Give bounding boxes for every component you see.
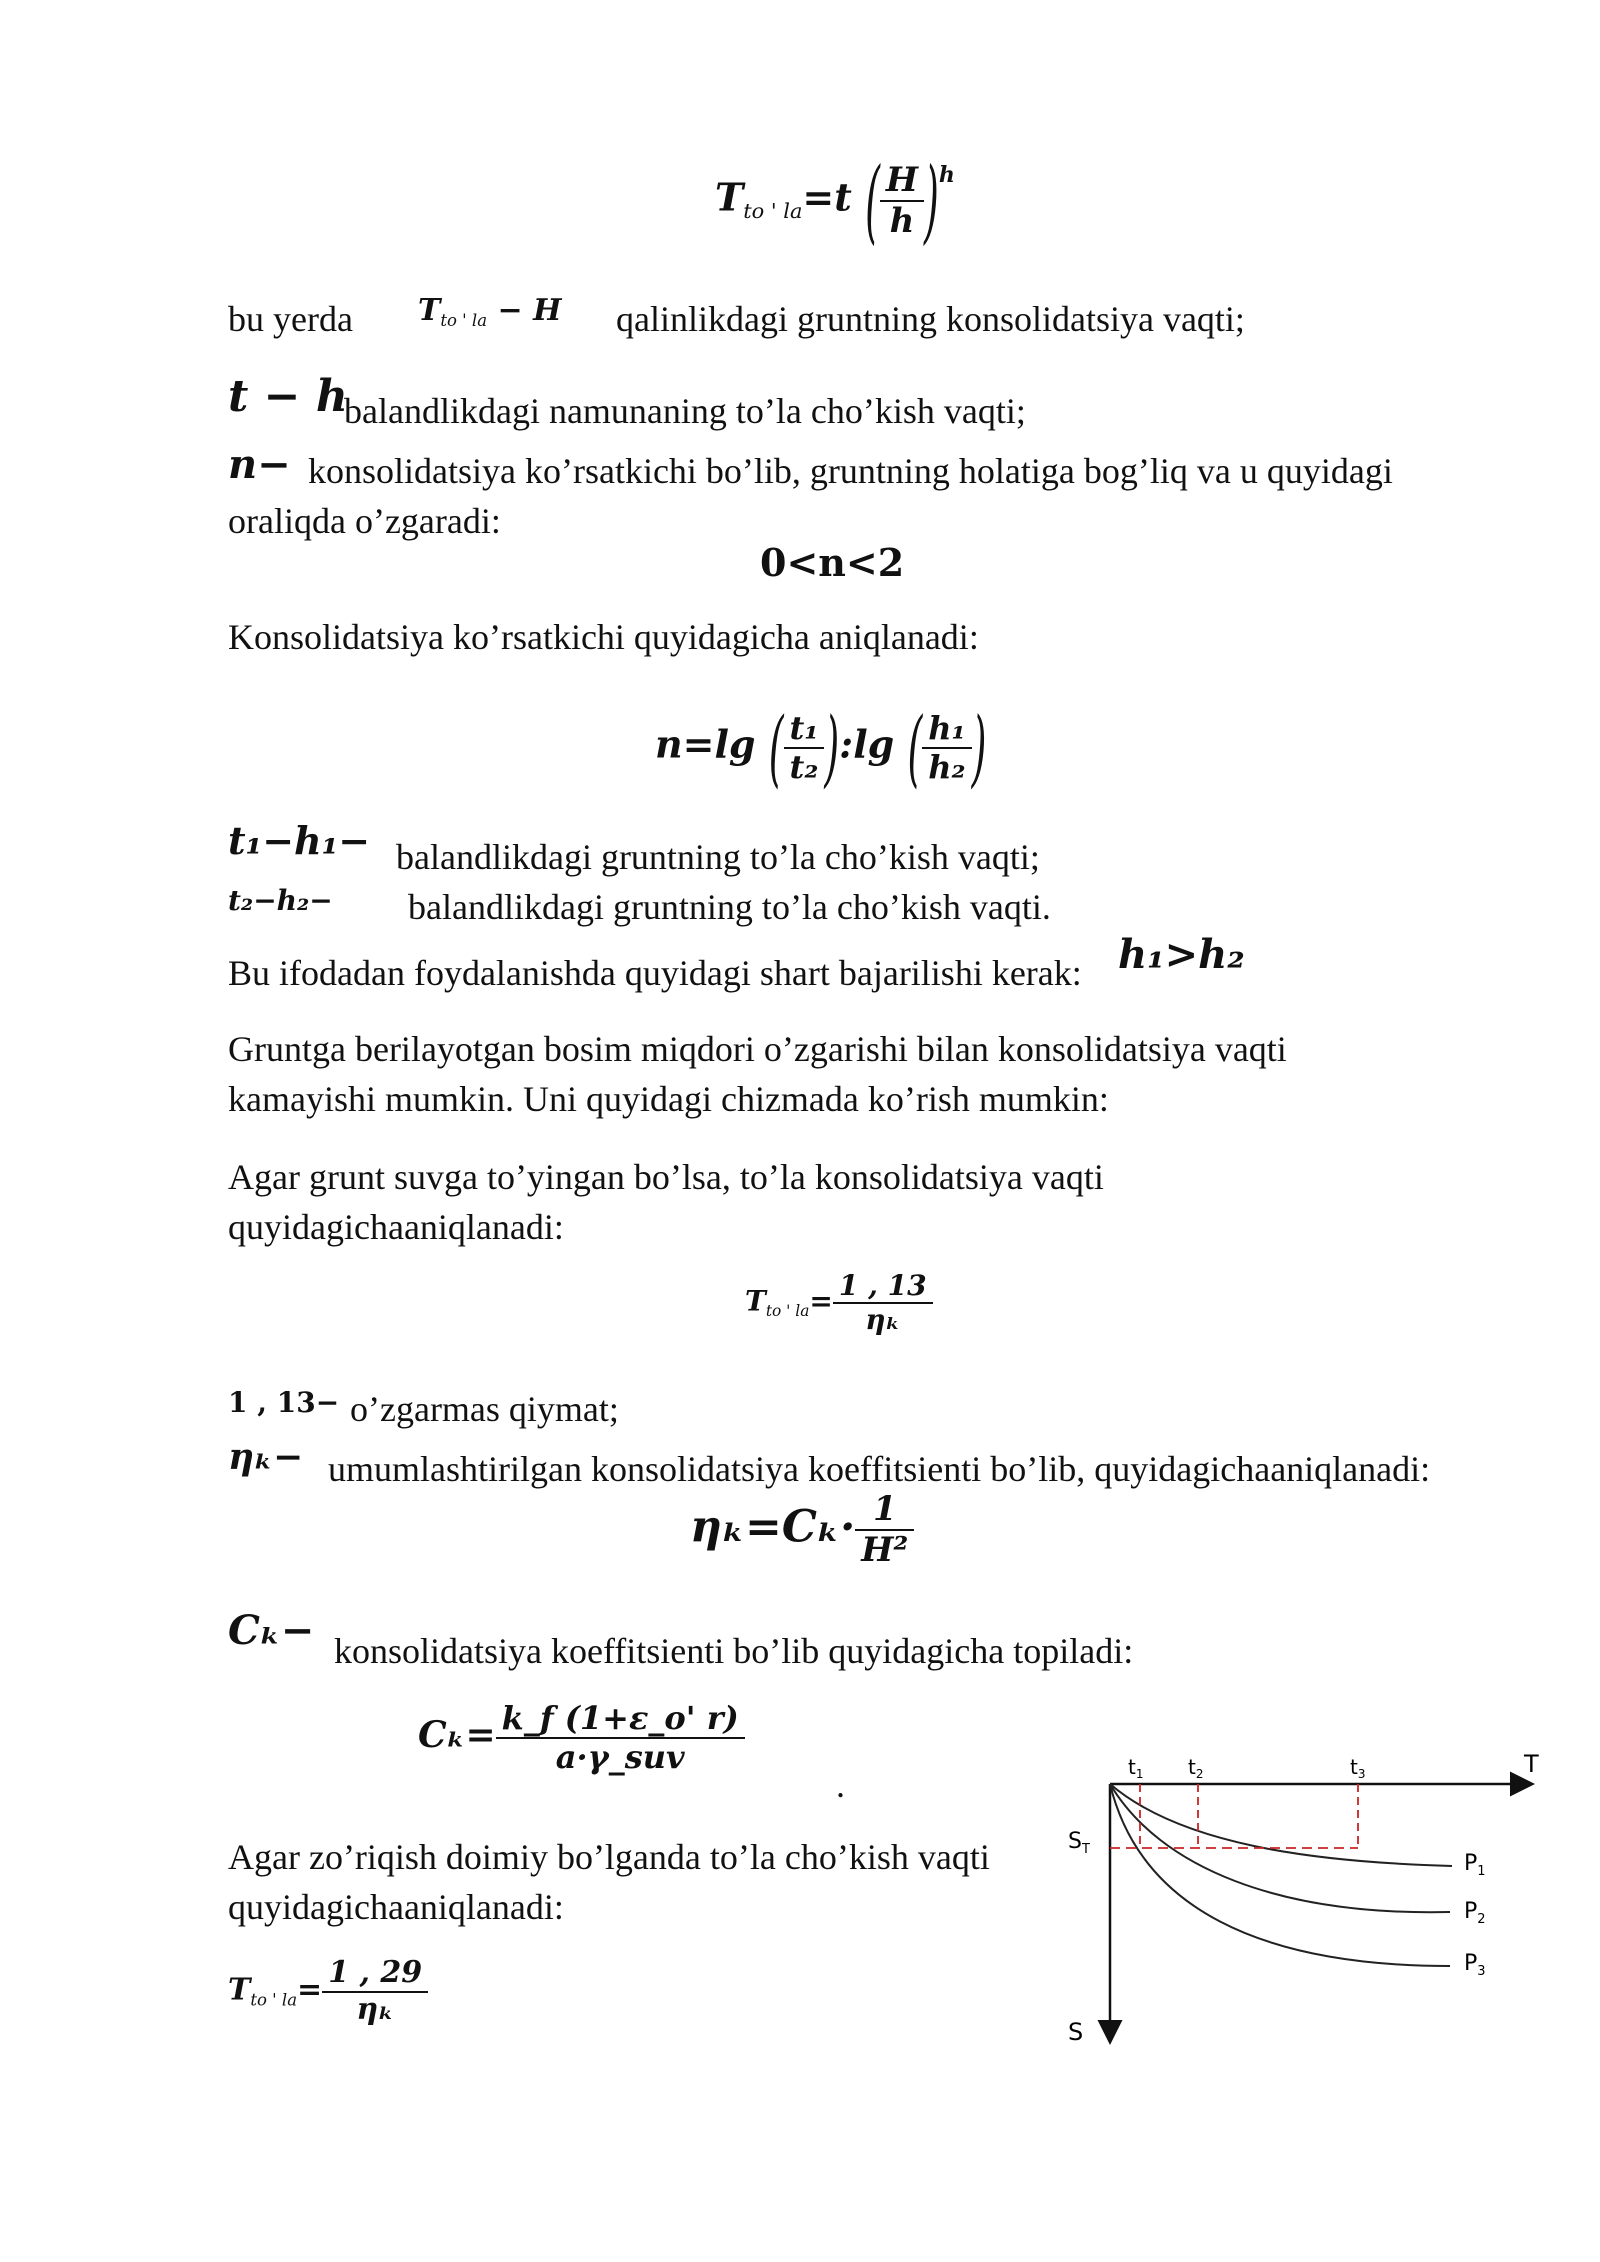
p3-label: $P_3$	[1464, 1951, 1486, 1979]
paragraph-pressure: Gruntga berilayotgan bosim miqdori o’zgarishi bilan konsolidatsiya vaqti	[228, 1029, 1287, 1069]
p1-label: $P_1$	[1464, 1851, 1486, 1879]
condition-symbol: h₁>h₂	[1118, 931, 1245, 978]
t1-label: $t_1$	[1128, 1755, 1144, 1781]
definition-symbol-10: 1 , 13−	[228, 1386, 340, 1419]
formula-ck: Cₖ= $\frac{k\_f (1+\varepsilon\_o' r)}{\text{a·γ\_suv}}$	[418, 1700, 745, 1776]
definition-text-1: qalinlikdagi gruntning konsolidatsiya vaqti;	[616, 299, 1245, 339]
definition-symbol-3: n−	[228, 441, 291, 488]
formula-eta: ηₖ=Cₖ· $\frac{1}{\text{H²}}$	[690, 1490, 914, 1570]
axis-t-label: T	[1524, 1750, 1539, 1778]
paragraph-constant-load: Agar zo’riqish doimiy bo’lganda to’la cho’kish vaqti	[228, 1837, 990, 1877]
definition-symbol-2: t − h	[228, 371, 348, 422]
definition-prefix: bu yerda	[228, 299, 353, 339]
settlement-time-diagram	[1060, 1748, 1540, 2048]
definition-symbol-12: Cₖ−	[228, 1607, 315, 1654]
st-label: $S_T$	[1068, 1829, 1090, 1857]
formula-total-time-constant: $T_{to ' la}=$ $\frac{1 , 29}{\text{ηₖ}}$	[228, 1956, 428, 2027]
formula-ck-dot: .	[836, 1765, 845, 1805]
condition-text: Bu ifodadan foydalanishda quyidagi shart bajarilishi kerak:	[228, 953, 1082, 993]
paragraph-pressure-2: kamayishi mumkin. Uni quyidagi chizmada ko’rish mumkin:	[228, 1079, 1109, 1119]
definition-line-1	[228, 294, 353, 344]
definition-text-10: o’zgarmas qiymat;	[350, 1389, 619, 1429]
formula-total-time-saturated: $T_{to ' la}=$ $\frac{1 , 13}{\text{ηₖ}}$	[745, 1270, 933, 1336]
formula-inequality: 0<n<2	[760, 540, 905, 585]
paragraph-constant-load-2: quyidagichaaniqlanadi:	[228, 1887, 564, 1927]
paragraph-saturated-2: quyidagichaaniqlanadi:	[228, 1207, 564, 1247]
definition-text-2: balandlikdagi namunaning to’la cho’kish vaqti;	[344, 391, 1026, 431]
curve-p1	[1110, 1784, 1452, 1866]
definition-text-3: konsolidatsiya ko’rsatkichi bo’lib, gruntning holatiga bog’liq va u quyidagi	[308, 451, 1393, 491]
formula-n: n=lg ( $\frac{\text{t₁}}{\text{t₂}}$ ):lg ( $\frac{\text{h₁}}{\text{h₂}}$ )	[655, 699, 987, 797]
axis-s-label: S	[1068, 2018, 1084, 2046]
definition-symbol-11: ηₖ−	[228, 1436, 304, 1478]
paragraph-konsolidatsiya: Konsolidatsiya ko’rsatkichi quyidagicha aniqlanadi:	[228, 617, 979, 657]
p2-label: $P_2$	[1464, 1899, 1486, 1927]
definition-symbol-6: t₂−h₂−	[228, 884, 333, 917]
definition-text-5: balandlikdagi gruntning to’la cho’kish vaqti;	[396, 837, 1040, 877]
formula-total-time: $T_{to ' la}=t$ ( $\frac{H}{h}$ )$^h$	[715, 148, 955, 254]
definition-symbol-5: t₁−h₁−	[228, 818, 371, 863]
definition-text-11: umumlashtirilgan konsolidatsiya koeffitsienti bo’lib, quyidagichaaniqlanadi:	[328, 1449, 1431, 1489]
curve-p3	[1110, 1784, 1450, 1966]
definition-symbol-1: $T_{to ' la} - H$	[418, 293, 562, 330]
definition-text-3b: oraliqda o’zgaradi:	[228, 501, 501, 541]
paragraph-saturated: Agar grunt suvga to’yingan bo’lsa, to’la konsolidatsiya vaqti	[228, 1157, 1104, 1197]
t3-label: $t_3$	[1350, 1755, 1366, 1781]
definition-text-12: konsolidatsiya koeffitsienti bo’lib quyidagicha topiladi:	[334, 1631, 1134, 1671]
t2-label: $t_2$	[1188, 1755, 1204, 1781]
definition-text-6: balandlikdagi gruntning to’la cho’kish vaqti.	[408, 887, 1051, 927]
